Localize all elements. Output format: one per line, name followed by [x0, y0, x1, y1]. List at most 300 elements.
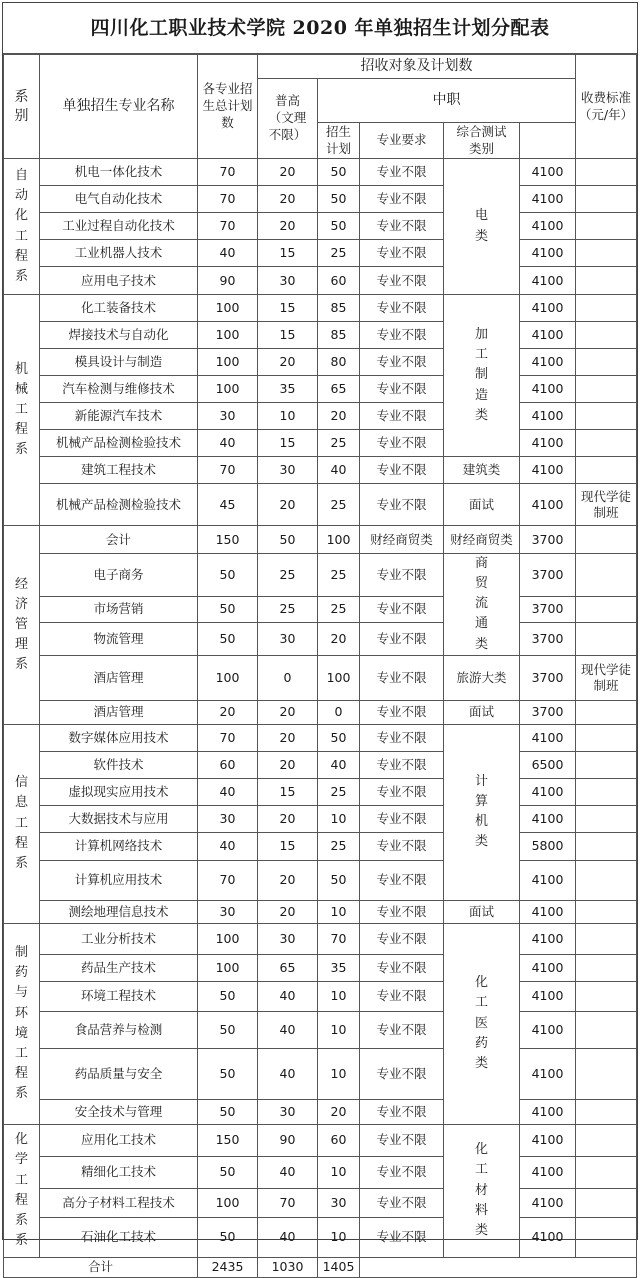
general-hs-value: 90 — [258, 1124, 318, 1156]
exam-category-group: 化工材料类 — [444, 1124, 520, 1257]
grand-total-hs: 1030 — [258, 1257, 318, 1277]
general-hs-value: 10 — [258, 403, 318, 430]
remark-empty — [576, 805, 637, 832]
table-row — [4, 554, 637, 597]
table-row — [4, 484, 637, 526]
total-plan-value: 100 — [198, 655, 258, 700]
major-req-value: 专业不限 — [360, 622, 444, 655]
major-req-value: 专业不限 — [360, 832, 444, 860]
exam-category-group: 加工制造类 — [444, 295, 520, 457]
table-row — [4, 954, 637, 981]
major-req-value: 专业不限 — [360, 805, 444, 832]
major-req-value: 专业不限 — [360, 322, 444, 349]
general-hs-value: 30 — [258, 1099, 318, 1124]
fee-value: 3700 — [520, 700, 576, 724]
general-hs-value: 30 — [258, 923, 318, 954]
total-plan-value: 100 — [198, 1188, 258, 1217]
secondary-plan-value: 50 — [318, 159, 360, 186]
secondary-plan-value: 50 — [318, 860, 360, 900]
remark-empty — [576, 751, 637, 778]
total-plan-value: 70 — [198, 860, 258, 900]
remark-empty — [576, 267, 637, 295]
dept-cell: 信息工程系 — [4, 724, 40, 923]
secondary-plan-value: 30 — [318, 1188, 360, 1217]
table-row — [4, 403, 637, 430]
total-plan-value: 50 — [198, 1099, 258, 1124]
dept-cell: 经济管理系 — [4, 526, 40, 725]
total-plan-value: 20 — [198, 700, 258, 724]
exam-category-value: 面试 — [444, 484, 520, 526]
exam-category-group: 化工医药类 — [444, 923, 520, 1124]
secondary-plan-value: 0 — [318, 700, 360, 724]
exam-category-group: 计算机类 — [444, 724, 520, 900]
total-plan-value: 50 — [198, 981, 258, 1011]
secondary-vocational-header: 中职 — [318, 79, 576, 123]
major-req-value: 专业不限 — [360, 349, 444, 376]
general-hs-value: 15 — [258, 240, 318, 267]
major-req-value: 专业不限 — [360, 1124, 444, 1156]
total-plan-value: 30 — [198, 403, 258, 430]
remark-empty — [576, 240, 637, 267]
fee-value: 4100 — [520, 376, 576, 403]
remark-empty — [576, 186, 637, 213]
remark-empty — [576, 430, 637, 457]
major-req-value: 专业不限 — [360, 596, 444, 622]
major-name: 环境工程技术 — [40, 981, 198, 1011]
major-name: 数字媒体应用技术 — [40, 724, 198, 751]
table-row — [4, 778, 637, 805]
secondary-plan-value: 20 — [318, 1099, 360, 1124]
fee-value: 4100 — [520, 724, 576, 751]
table-row — [4, 430, 637, 457]
exam-category-value: 面试 — [444, 700, 520, 724]
major-req-value: 财经商贸类 — [360, 526, 444, 554]
total-plan-value: 150 — [198, 526, 258, 554]
major-req-value: 专业不限 — [360, 1156, 444, 1188]
table-row — [4, 900, 637, 923]
enrollment-plan-sheet — [2, 2, 638, 1275]
table-row — [4, 981, 637, 1011]
secondary-plan-value: 60 — [318, 267, 360, 295]
fee-value: 3700 — [520, 596, 576, 622]
exam-category-header: 综合测试类别 — [444, 123, 520, 159]
total-plan-value: 40 — [198, 778, 258, 805]
general-hs-value: 70 — [258, 1188, 318, 1217]
major-req-value: 专业不限 — [360, 778, 444, 805]
total-plan-value: 70 — [198, 457, 258, 484]
fee-value: 5800 — [520, 832, 576, 860]
general-hs-value: 20 — [258, 349, 318, 376]
total-label: 合计 — [4, 1257, 198, 1277]
remark-empty — [576, 349, 637, 376]
major-req-value: 专业不限 — [360, 484, 444, 526]
exam-category-value: 面试 — [444, 900, 520, 923]
general-hs-value: 30 — [258, 457, 318, 484]
dept-cell: 化学工程系系 — [4, 1124, 40, 1257]
general-hs-value: 20 — [258, 805, 318, 832]
general-hs-value: 40 — [258, 1156, 318, 1188]
major-req-value: 专业不限 — [360, 923, 444, 954]
remark-value: 现代学徒制班 — [576, 484, 637, 526]
major-name: 新能源汽车技术 — [40, 403, 198, 430]
general-hs-header: 普高（文理不限） — [258, 79, 318, 159]
major-name: 工业分析技术 — [40, 923, 198, 954]
total-plan-value: 40 — [198, 832, 258, 860]
remark-empty — [576, 724, 637, 751]
table-title: 四川化工职业技术学院 2020 年单独招生计划分配表 — [3, 3, 637, 54]
dept-header: 系别 — [4, 55, 40, 159]
fee-value: 4100 — [520, 1048, 576, 1099]
secondary-plan-value: 25 — [318, 554, 360, 597]
major-req-value: 专业不限 — [360, 655, 444, 700]
major-req-value: 专业不限 — [360, 981, 444, 1011]
enrollment-plan-table — [3, 54, 637, 1278]
recruit-group-header: 招收对象及计划数 — [258, 55, 576, 79]
remark-empty — [576, 832, 637, 860]
remark-empty — [576, 1011, 637, 1048]
table-row — [4, 159, 637, 186]
major-name: 应用电子技术 — [40, 267, 198, 295]
major-name: 测绘地理信息技术 — [40, 900, 198, 923]
major-name: 汽车检测与维修技术 — [40, 376, 198, 403]
table-row — [4, 55, 637, 79]
fee-value: 4100 — [520, 778, 576, 805]
major-req-value: 专业不限 — [360, 700, 444, 724]
general-hs-value: 20 — [258, 186, 318, 213]
table-row — [4, 526, 637, 554]
remark-empty — [576, 1188, 637, 1217]
major-req-value: 专业不限 — [360, 186, 444, 213]
fee-value: 4100 — [520, 295, 576, 322]
secondary-plan-value: 40 — [318, 457, 360, 484]
remark-empty — [576, 554, 637, 597]
table-row — [4, 267, 637, 295]
total-plan-value: 30 — [198, 900, 258, 923]
total-plan-value: 100 — [198, 349, 258, 376]
total-plan-value: 150 — [198, 1124, 258, 1156]
secondary-plan-value: 60 — [318, 1124, 360, 1156]
grand-total: 2435 — [198, 1257, 258, 1277]
fee-value: 4100 — [520, 1099, 576, 1124]
remark-empty — [576, 526, 637, 554]
major-header: 单独招生专业名称 — [40, 55, 198, 159]
general-hs-value: 50 — [258, 526, 318, 554]
fee-value: 4100 — [520, 1124, 576, 1156]
exam-category-value: 旅游大类 — [444, 655, 520, 700]
general-hs-value: 15 — [258, 778, 318, 805]
remark-value: 现代学徒制班 — [576, 655, 637, 700]
table-row — [4, 1188, 637, 1217]
general-hs-value: 20 — [258, 724, 318, 751]
total-plan-value: 50 — [198, 1011, 258, 1048]
table-row — [4, 295, 637, 322]
remark-empty — [576, 213, 637, 240]
major-req-value: 专业不限 — [360, 295, 444, 322]
exam-category-value: 财经商贸类 — [444, 526, 520, 554]
total-plan-value: 70 — [198, 159, 258, 186]
table-row — [4, 213, 637, 240]
general-hs-value: 20 — [258, 484, 318, 526]
secondary-plan-value: 25 — [318, 778, 360, 805]
fee-value: 4100 — [520, 860, 576, 900]
secondary-plan-value: 10 — [318, 1048, 360, 1099]
total-plan-value: 100 — [198, 322, 258, 349]
remark-empty — [576, 1156, 637, 1188]
total-plan-value: 40 — [198, 240, 258, 267]
major-name: 工业过程自动化技术 — [40, 213, 198, 240]
total-plan-value: 90 — [198, 267, 258, 295]
secondary-plan-value: 100 — [318, 655, 360, 700]
fee-value: 4100 — [520, 1011, 576, 1048]
table-row — [4, 322, 637, 349]
major-req-value: 专业不限 — [360, 1188, 444, 1217]
major-name: 会计 — [40, 526, 198, 554]
fee-value: 6500 — [520, 751, 576, 778]
fee-value: 4100 — [520, 1156, 576, 1188]
major-name: 电子商务 — [40, 554, 198, 597]
major-name: 食品营养与检测 — [40, 1011, 198, 1048]
table-row — [4, 724, 637, 751]
major-name: 精细化工技术 — [40, 1156, 198, 1188]
secondary-plan-value: 25 — [318, 240, 360, 267]
total-plan-value: 50 — [198, 1156, 258, 1188]
major-req-value: 专业不限 — [360, 430, 444, 457]
total-plan-value: 50 — [198, 622, 258, 655]
major-req-value: 专业不限 — [360, 1011, 444, 1048]
general-hs-value: 15 — [258, 295, 318, 322]
major-req-value: 专业不限 — [360, 376, 444, 403]
exam-category-group: 商贸流通类 — [444, 554, 520, 656]
major-name: 酒店管理 — [40, 700, 198, 724]
total-plan-value: 70 — [198, 724, 258, 751]
secondary-plan-value: 100 — [318, 526, 360, 554]
total-plan-header: 各专业招生总计划数 — [198, 55, 258, 159]
fee-value: 4100 — [520, 430, 576, 457]
total-plan-value: 50 — [198, 554, 258, 597]
secondary-plan-value: 25 — [318, 832, 360, 860]
total-plan-value: 40 — [198, 430, 258, 457]
major-name: 物流管理 — [40, 622, 198, 655]
enroll-plan-header: 招生计划 — [318, 123, 360, 159]
major-req-value: 专业不限 — [360, 457, 444, 484]
fee-value: 4100 — [520, 457, 576, 484]
major-req-header: 专业要求 — [360, 123, 444, 159]
general-hs-value: 25 — [258, 596, 318, 622]
remark-empty — [576, 900, 637, 923]
major-name: 高分子材料工程技术 — [40, 1188, 198, 1217]
table-row — [4, 1217, 637, 1257]
secondary-plan-value: 10 — [318, 1011, 360, 1048]
total-plan-value: 50 — [198, 1217, 258, 1257]
major-req-value: 专业不限 — [360, 724, 444, 751]
remark-empty — [576, 403, 637, 430]
table-row — [4, 751, 637, 778]
fee-value: 3700 — [520, 526, 576, 554]
general-hs-value: 35 — [258, 376, 318, 403]
fee-value: 4100 — [520, 349, 576, 376]
remark-empty — [576, 700, 637, 724]
fee-value: 4100 — [520, 322, 576, 349]
dept-cell: 制药与环境工程系 — [4, 923, 40, 1124]
major-req-value: 专业不限 — [360, 751, 444, 778]
major-name: 焊接技术与自动化 — [40, 322, 198, 349]
general-hs-value: 20 — [258, 159, 318, 186]
major-name: 市场营销 — [40, 596, 198, 622]
secondary-plan-value: 85 — [318, 295, 360, 322]
table-row — [4, 1257, 637, 1277]
secondary-plan-value: 50 — [318, 724, 360, 751]
fee-value: 3700 — [520, 554, 576, 597]
remark-empty — [576, 1099, 637, 1124]
major-name: 计算机应用技术 — [40, 860, 198, 900]
table-row — [4, 1156, 637, 1188]
remark-empty — [576, 923, 637, 954]
major-name: 大数据技术与应用 — [40, 805, 198, 832]
remark-empty — [576, 1217, 637, 1257]
secondary-plan-value: 50 — [318, 213, 360, 240]
total-plan-value: 100 — [198, 376, 258, 403]
fee-header: 收费标准（元/年） — [576, 55, 637, 159]
table-row — [4, 349, 637, 376]
fee-value: 4100 — [520, 954, 576, 981]
major-name: 药品质量与安全 — [40, 1048, 198, 1099]
fee-value: 4100 — [520, 159, 576, 186]
total-plan-value: 50 — [198, 596, 258, 622]
general-hs-value: 30 — [258, 267, 318, 295]
total-plan-value: 100 — [198, 954, 258, 981]
major-name: 药品生产技术 — [40, 954, 198, 981]
dept-cell: 机械工程系 — [4, 295, 40, 526]
secondary-plan-value: 25 — [318, 430, 360, 457]
secondary-plan-value: 25 — [318, 484, 360, 526]
table-row — [4, 1011, 637, 1048]
major-req-value: 专业不限 — [360, 900, 444, 923]
remark-empty — [576, 622, 637, 655]
major-req-value: 专业不限 — [360, 403, 444, 430]
general-hs-value: 20 — [258, 900, 318, 923]
total-plan-value: 100 — [198, 295, 258, 322]
remark-empty — [576, 954, 637, 981]
major-req-value: 专业不限 — [360, 954, 444, 981]
remark-empty — [576, 159, 637, 186]
secondary-plan-value: 40 — [318, 751, 360, 778]
secondary-plan-value: 10 — [318, 1156, 360, 1188]
total-plan-value: 70 — [198, 213, 258, 240]
table-row — [4, 622, 637, 655]
major-name: 建筑工程技术 — [40, 457, 198, 484]
secondary-plan-value: 70 — [318, 923, 360, 954]
secondary-plan-value: 25 — [318, 596, 360, 622]
fee-value: 4100 — [520, 1217, 576, 1257]
general-hs-value: 15 — [258, 430, 318, 457]
table-row — [4, 805, 637, 832]
table-row — [4, 860, 637, 900]
major-name: 机械产品检测检验技术 — [40, 484, 198, 526]
total-plan-value: 60 — [198, 751, 258, 778]
table-row — [4, 457, 637, 484]
fee-value: 4100 — [520, 1188, 576, 1217]
major-req-value: 专业不限 — [360, 213, 444, 240]
remark-empty — [576, 457, 637, 484]
major-name: 机电一体化技术 — [40, 159, 198, 186]
total-plan-value: 30 — [198, 805, 258, 832]
general-hs-value: 15 — [258, 322, 318, 349]
major-name: 虚拟现实应用技术 — [40, 778, 198, 805]
major-name: 安全技术与管理 — [40, 1099, 198, 1124]
table-row — [4, 596, 637, 622]
footer-empty — [360, 1257, 637, 1277]
table-row — [4, 700, 637, 724]
table-row — [4, 1048, 637, 1099]
major-req-value: 专业不限 — [360, 240, 444, 267]
major-req-value: 专业不限 — [360, 267, 444, 295]
general-hs-value: 15 — [258, 832, 318, 860]
major-req-value: 专业不限 — [360, 1048, 444, 1099]
table-row — [4, 923, 637, 954]
total-plan-value: 50 — [198, 1048, 258, 1099]
remark-empty — [576, 981, 637, 1011]
major-req-value: 专业不限 — [360, 1217, 444, 1257]
fee-value: 4100 — [520, 213, 576, 240]
remark-empty — [576, 1048, 637, 1099]
major-name: 机械产品检测检验技术 — [40, 430, 198, 457]
remark-empty — [576, 1124, 637, 1156]
general-hs-value: 30 — [258, 622, 318, 655]
fee-value: 4100 — [520, 484, 576, 526]
table-row — [4, 832, 637, 860]
major-name: 化工装备技术 — [40, 295, 198, 322]
fee-value: 3700 — [520, 655, 576, 700]
table-row — [4, 186, 637, 213]
general-hs-value: 20 — [258, 213, 318, 240]
major-req-value: 专业不限 — [360, 159, 444, 186]
grand-total-secondary: 1405 — [318, 1257, 360, 1277]
major-name: 计算机网络技术 — [40, 832, 198, 860]
fee-value: 3700 — [520, 622, 576, 655]
fee-value: 4100 — [520, 923, 576, 954]
remark-empty — [576, 778, 637, 805]
fee-value: 4100 — [520, 240, 576, 267]
general-hs-value: 40 — [258, 981, 318, 1011]
exam-category-value: 建筑类 — [444, 457, 520, 484]
major-name: 工业机器人技术 — [40, 240, 198, 267]
total-plan-value: 100 — [198, 923, 258, 954]
secondary-plan-value: 10 — [318, 1217, 360, 1257]
remark-empty — [576, 322, 637, 349]
remark-empty — [576, 860, 637, 900]
secondary-plan-value: 80 — [318, 349, 360, 376]
major-name: 电气自动化技术 — [40, 186, 198, 213]
major-name: 应用化工技术 — [40, 1124, 198, 1156]
table-row — [4, 655, 637, 700]
secondary-plan-value: 20 — [318, 403, 360, 430]
major-req-value: 专业不限 — [360, 1099, 444, 1124]
major-name: 酒店管理 — [40, 655, 198, 700]
table-row — [4, 376, 637, 403]
general-hs-value: 25 — [258, 554, 318, 597]
major-req-value: 专业不限 — [360, 860, 444, 900]
table-row — [4, 1099, 637, 1124]
secondary-plan-value: 65 — [318, 376, 360, 403]
secondary-plan-value: 85 — [318, 322, 360, 349]
general-hs-value: 40 — [258, 1011, 318, 1048]
fee-value: 4100 — [520, 900, 576, 923]
secondary-plan-value: 20 — [318, 622, 360, 655]
fee-value: 4100 — [520, 981, 576, 1011]
fee-value: 4100 — [520, 805, 576, 832]
remark-empty — [576, 295, 637, 322]
table-row — [4, 1124, 637, 1156]
